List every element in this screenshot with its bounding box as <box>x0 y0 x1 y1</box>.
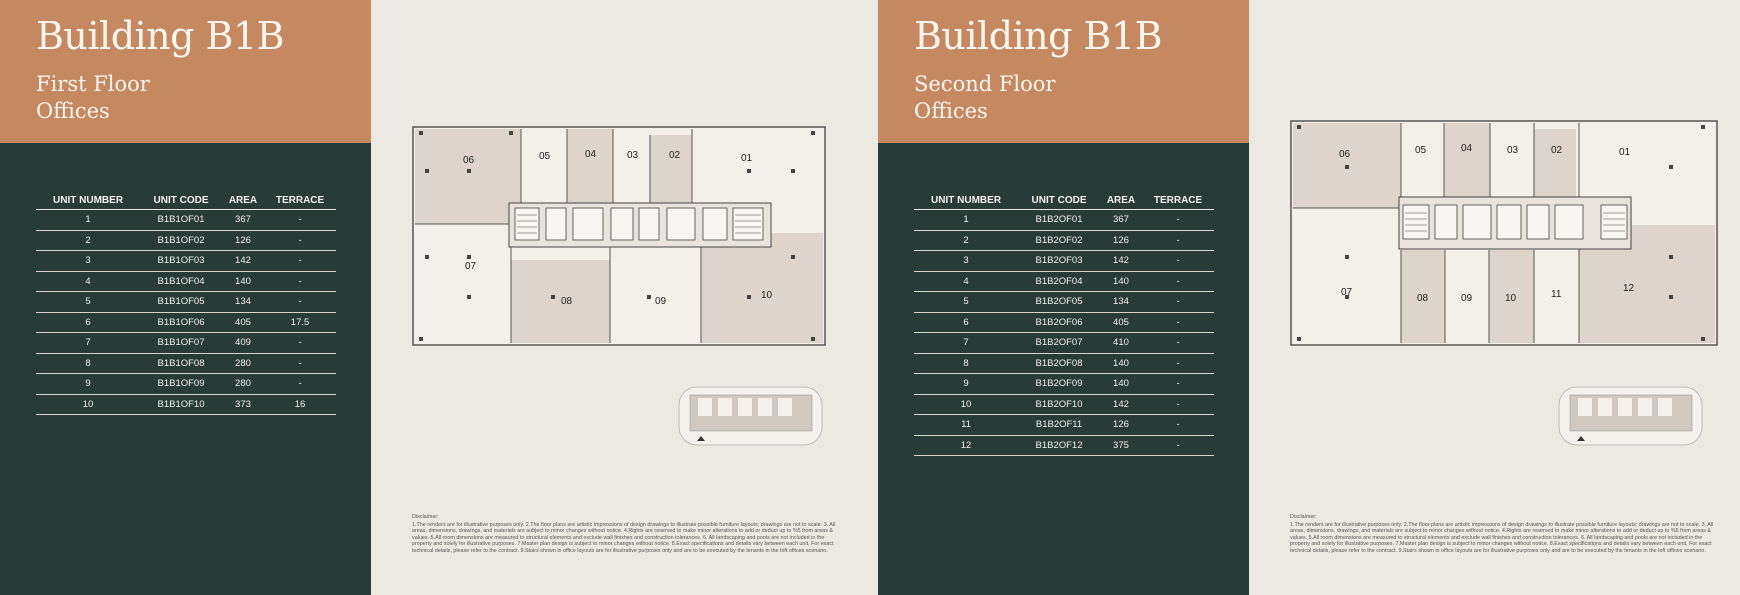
plan-label-01: 01 <box>741 153 753 164</box>
cell-unit-number: 6 <box>914 312 1018 333</box>
table-row <box>36 312 336 333</box>
plan-label-02: 02 <box>1551 145 1563 156</box>
cell-unit-number: 12 <box>914 435 1018 456</box>
cell-unit-code: B1B1OF08 <box>140 353 222 374</box>
title-block <box>0 0 371 143</box>
cell-unit-number: 7 <box>914 333 1018 354</box>
cell-unit-code: B1B2OF11 <box>1018 415 1100 436</box>
cell-unit-code: B1B2OF09 <box>1018 374 1100 395</box>
units-table <box>36 192 336 415</box>
cell-area: 373 <box>222 394 264 415</box>
table-row <box>914 271 1214 292</box>
cell-area: 280 <box>222 374 264 395</box>
table-row <box>36 230 336 251</box>
cell-area: 140 <box>222 271 264 292</box>
cell-terrace: - <box>1142 374 1214 395</box>
cell-terrace: - <box>1142 394 1214 415</box>
cell-unit-code: B1B1OF04 <box>140 271 222 292</box>
table-row <box>914 251 1214 272</box>
building-title: Building B1B <box>36 14 285 58</box>
cell-unit-code: B1B2OF06 <box>1018 312 1100 333</box>
cell-terrace: - <box>1142 271 1214 292</box>
table-row <box>914 353 1214 374</box>
cell-area: 142 <box>1100 394 1142 415</box>
cell-terrace: - <box>264 251 336 272</box>
cell-terrace: - <box>1142 210 1214 231</box>
cell-unit-number: 10 <box>36 394 140 415</box>
cell-terrace: - <box>1142 312 1214 333</box>
table-row <box>914 415 1214 436</box>
cell-terrace: - <box>264 230 336 251</box>
cell-terrace: - <box>1142 230 1214 251</box>
info-panel <box>878 0 1249 595</box>
key-plan <box>1556 383 1706 451</box>
table-row <box>36 333 336 354</box>
cell-terrace: - <box>1142 415 1214 436</box>
plan-label-06: 06 <box>463 155 475 166</box>
cell-area: 405 <box>1100 312 1142 333</box>
cell-unit-code: B1B1OF06 <box>140 312 222 333</box>
col-unit-number: UNIT NUMBER <box>36 192 140 210</box>
cell-terrace: - <box>1142 353 1214 374</box>
cell-unit-number: 9 <box>914 374 1018 395</box>
col-terrace: TERRACE <box>264 192 336 210</box>
unit-04-area <box>567 129 613 204</box>
cell-terrace: - <box>264 210 336 231</box>
cell-area: 410 <box>1100 333 1142 354</box>
cell-unit-number: 5 <box>36 292 140 313</box>
disclaimer-title: Disclaimer: <box>412 514 439 520</box>
cell-area: 134 <box>222 292 264 313</box>
cell-unit-number: 2 <box>36 230 140 251</box>
units-table-body <box>36 210 336 415</box>
col-area: AREA <box>1100 192 1142 210</box>
cell-area: 126 <box>222 230 264 251</box>
col-unit-code: UNIT CODE <box>1018 192 1100 210</box>
table-row <box>914 210 1214 231</box>
cell-unit-number: 6 <box>36 312 140 333</box>
table-row <box>36 374 336 395</box>
cell-terrace: - <box>264 353 336 374</box>
plan-label-08: 08 <box>1417 293 1429 304</box>
floor-plan <box>411 115 851 350</box>
cell-terrace: - <box>264 333 336 354</box>
table-row <box>36 353 336 374</box>
cell-unit-code: B1B1OF09 <box>140 374 222 395</box>
unit-02-area <box>650 135 692 204</box>
cell-unit-number: 2 <box>914 230 1018 251</box>
cell-unit-code: B1B2OF08 <box>1018 353 1100 374</box>
cell-unit-code: B1B2OF07 <box>1018 333 1100 354</box>
table-row <box>914 394 1214 415</box>
plan-label-10: 10 <box>1505 293 1517 304</box>
cell-area: 367 <box>1100 210 1142 231</box>
cell-unit-number: 7 <box>36 333 140 354</box>
plan-label-03: 03 <box>1507 145 1519 156</box>
cell-area: 140 <box>1100 374 1142 395</box>
table-row <box>36 210 336 231</box>
floor-title: First Floor Offices <box>36 72 150 123</box>
table-row <box>914 292 1214 313</box>
cell-unit-code: B1B1OF05 <box>140 292 222 313</box>
cell-terrace: - <box>264 374 336 395</box>
plan-label-09: 09 <box>655 296 667 307</box>
table-row <box>36 271 336 292</box>
col-unit-code: UNIT CODE <box>140 192 222 210</box>
plan-label-12: 12 <box>1623 283 1635 294</box>
page-second-floor <box>878 0 1740 595</box>
cell-terrace: - <box>1142 435 1214 456</box>
units-table-body <box>914 210 1214 456</box>
col-terrace: TERRACE <box>1142 192 1214 210</box>
plan-label-07: 07 <box>465 261 477 272</box>
plan-label-02: 02 <box>669 150 681 161</box>
table-row <box>914 435 1214 456</box>
cell-area: 126 <box>1100 415 1142 436</box>
plan-label-06: 06 <box>1339 149 1351 160</box>
cell-unit-number: 3 <box>36 251 140 272</box>
cell-unit-number: 8 <box>36 353 140 374</box>
cell-unit-code: B1B2OF03 <box>1018 251 1100 272</box>
cell-area: 142 <box>222 251 264 272</box>
table-row <box>914 333 1214 354</box>
cell-area: 134 <box>1100 292 1142 313</box>
floor-title: Second Floor Offices <box>914 72 1056 123</box>
cell-area: 140 <box>1100 271 1142 292</box>
cell-terrace: - <box>1142 251 1214 272</box>
disclaimer <box>412 514 844 555</box>
plan-label-07: 07 <box>1341 287 1353 298</box>
cell-area: 280 <box>222 353 264 374</box>
info-panel <box>0 0 371 595</box>
cell-unit-code: B1B2OF10 <box>1018 394 1100 415</box>
cell-unit-number: 5 <box>914 292 1018 313</box>
cell-unit-code: B1B2OF04 <box>1018 271 1100 292</box>
cell-area: 409 <box>222 333 264 354</box>
cell-terrace: - <box>1142 333 1214 354</box>
plan-label-09: 09 <box>1461 293 1473 304</box>
cell-unit-code: B1B1OF03 <box>140 251 222 272</box>
cell-area: 375 <box>1100 435 1142 456</box>
plan-panel <box>371 0 878 595</box>
plan-label-11: 11 <box>1551 289 1562 300</box>
col-unit-number: UNIT NUMBER <box>914 192 1018 210</box>
unit-02-area <box>1534 129 1576 198</box>
table-row <box>914 374 1214 395</box>
cell-unit-number: 11 <box>914 415 1018 436</box>
table-row <box>36 292 336 313</box>
plan-label-10: 10 <box>761 290 773 301</box>
cell-area: 367 <box>222 210 264 231</box>
col-area: AREA <box>222 192 264 210</box>
plan-label-04: 04 <box>585 149 597 160</box>
unit-04-area <box>1444 123 1490 198</box>
cell-area: 140 <box>1100 353 1142 374</box>
plan-label-05: 05 <box>539 151 551 162</box>
cell-unit-number: 9 <box>36 374 140 395</box>
disclaimer-title: Disclaimer: <box>1290 514 1317 520</box>
table-header-row <box>36 192 336 210</box>
cell-unit-number: 3 <box>914 251 1018 272</box>
cell-unit-number: 4 <box>36 271 140 292</box>
disclaimer-text: 1.The renders are for illustrative purposes only. 2.The floor plans are artistic impressions of design drawings to illustrate possible furniture layouts; drawings are not to scale. 3. All areas, dimensions, drawings, and materials are subject to minor changes without notice. 4.Rights are reserved to make minor alterations to add or deduct up to %5 from areas & values. 5.All room dimensions are measured to structural elements and exclude wall finishes and construction tolerances. 6. All landscaping and pools are not included in the property and solely for illustrative purposes. 7.Master plan design is subject to minor changes without notice. 8.Exact specifications and details vary between each unit, For exact technical details, please refer to the contract. 9.Stairs shown in office layouts are for illustrative purposes only and are to be executed by the tenants in the loft offices scenario. <box>412 521 836 554</box>
plan-panel <box>1249 0 1740 595</box>
floor-plan <box>1289 115 1721 350</box>
cell-unit-code: B1B2OF05 <box>1018 292 1100 313</box>
plan-label-08: 08 <box>561 296 573 307</box>
cell-unit-code: B1B1OF02 <box>140 230 222 251</box>
table-row <box>914 312 1214 333</box>
units-table <box>914 192 1214 456</box>
disclaimer <box>1290 514 1722 555</box>
building-title: Building B1B <box>914 14 1163 58</box>
table-header-row <box>914 192 1214 210</box>
plan-label-03: 03 <box>627 150 639 161</box>
cell-unit-number: 4 <box>914 271 1018 292</box>
cell-unit-number: 1 <box>914 210 1018 231</box>
cell-area: 405 <box>222 312 264 333</box>
cell-unit-code: B1B2OF01 <box>1018 210 1100 231</box>
cell-unit-code: B1B1OF07 <box>140 333 222 354</box>
cell-terrace: 16 <box>264 394 336 415</box>
cell-terrace: - <box>264 271 336 292</box>
cell-area: 126 <box>1100 230 1142 251</box>
cell-unit-number: 8 <box>914 353 1018 374</box>
cell-unit-number: 1 <box>36 210 140 231</box>
unit-10-area <box>701 233 823 343</box>
cell-terrace: - <box>1142 292 1214 313</box>
table-row <box>36 251 336 272</box>
plan-label-01: 01 <box>1619 147 1631 158</box>
plan-label-05: 05 <box>1415 145 1427 156</box>
cell-terrace: - <box>264 292 336 313</box>
cell-unit-number: 10 <box>914 394 1018 415</box>
cell-unit-code: B1B2OF02 <box>1018 230 1100 251</box>
cell-unit-code: B1B1OF01 <box>140 210 222 231</box>
unit-06-area <box>415 129 521 224</box>
cell-unit-code: B1B2OF12 <box>1018 435 1100 456</box>
table-row <box>36 394 336 415</box>
cell-area: 142 <box>1100 251 1142 272</box>
plan-label-04: 04 <box>1461 143 1473 154</box>
cell-unit-code: B1B1OF10 <box>140 394 222 415</box>
cell-terrace: 17.5 <box>264 312 336 333</box>
table-row <box>914 230 1214 251</box>
key-plan <box>676 383 826 451</box>
disclaimer-text: 1.The renders are for illustrative purposes only. 2.The floor plans are artistic impressions of design drawings to illustrate possible furniture layouts; drawings are not to scale. 3. All areas, dimensions, drawings, and materials are subject to minor changes without notice. 4.Rights are reserved to make minor alterations to add or deduct up to %5 from areas & values. 5.All room dimensions are measured to structural elements and exclude wall finishes and construction tolerances. 6. All landscaping and pools are not included in the property and solely for illustrative purposes. 7.Master plan design is subject to minor changes without notice. 8.Exact specifications and details vary between each unit, For exact technical details, please refer to the contract. 9.Stairs shown in office layouts are for illustrative purposes only and are to be executed by the tenants in the loft offices scenario. <box>1290 521 1714 554</box>
title-block <box>878 0 1249 143</box>
